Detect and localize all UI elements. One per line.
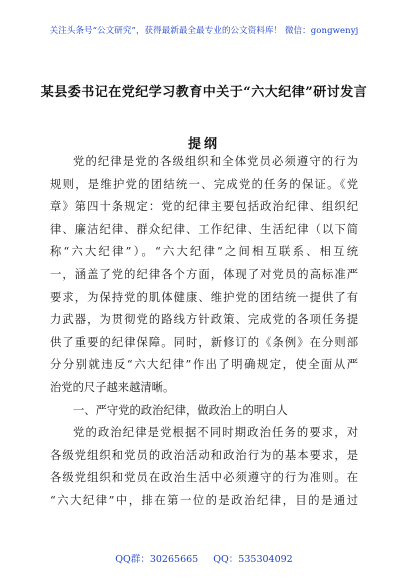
body-line: 称“六大纪律”）。“六大纪律”之间相互联系、相互统 — [50, 245, 358, 259]
body-line: 党的纪律是党的各级组织和全体党员必须遵守的行为 — [73, 155, 358, 168]
contact-footer — [0, 551, 408, 565]
promo-header: 关注头条号“公文研究”，获得最新最全最专业的公文资料库！ 微信：gongwenyj — [49, 26, 359, 36]
body-line: “六大纪律”中，排在第一位的是政治纪律，目的是通过 — [50, 493, 358, 507]
body-line: 力武器，为贯彻党的路线方针政策、完成党的各项任务提 — [50, 313, 358, 327]
body-line: 章》第四十条规定：党的纪律主要包括政治纪律、组织纪 — [50, 200, 358, 214]
body-line: 党的政治纪律是党根据不同时期政治任务的要求，对 — [73, 426, 358, 440]
body-line: 规则，是维护党的团结统一、完成党的任务的保证。《党 — [50, 177, 358, 191]
body-line: 一，涵盖了党的纪律各个方面，体现了对党员的高标准严 — [50, 267, 358, 281]
body-line: 分分别就违反“六大纪律”作出了明确规定，使全面从严 — [50, 358, 358, 372]
section-heading: 一、严守党的政治纪律，做政治上的明白人 — [73, 403, 288, 417]
qq-number: QQ：535304092 — [213, 554, 293, 565]
document-body — [50, 151, 358, 513]
body-line: 各级党组织和党员的政治活动和政治行为的基本要求，是 — [50, 448, 358, 462]
body-line: 要求，为保持党的肌体健康、维护党的团结统一提供了有 — [50, 290, 358, 304]
body-line: 律、廉洁纪律、群众纪律、工作纪律、生活纪律（以下简 — [50, 222, 358, 236]
document-title: 某县委书记在党纪学习教育中关于“六大纪律”研讨发言 — [40, 85, 368, 100]
body-line: 供了重要的纪律保障。同时，新修订的《条例》在分则部 — [50, 335, 358, 349]
qq-group-number: QQ群：30265665 — [115, 554, 199, 565]
document-subtitle: 提纲 — [187, 137, 220, 152]
body-line: 各级党组织和党员在政治生活中必须遵守的行为准则。在 — [50, 471, 358, 485]
body-line: 治党的尺子越来越清晰。 — [50, 380, 175, 394]
